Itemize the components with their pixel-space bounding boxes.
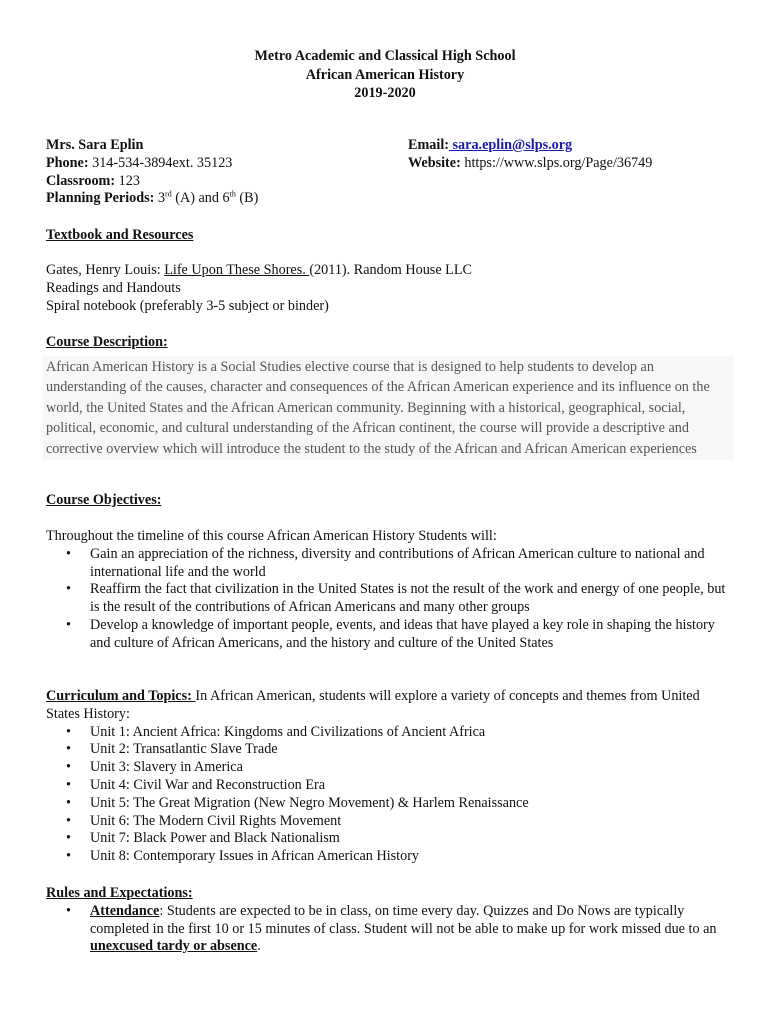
- attendance-end: .: [257, 938, 261, 955]
- attendance-text: : Students are expected to be in class, on time every day. Quizzes and Do Nows are typically completed in the first 10 or 15 minutes of class. Student will not be able to make up for work missed due to an: [90, 902, 717, 937]
- planning-period-1-rest: (A) and 6: [171, 190, 230, 207]
- description-heading: Course Description:: [46, 334, 168, 350]
- rules-list: [46, 903, 736, 956]
- teacher-name: Mrs. Sara Eplin: [46, 137, 144, 153]
- objectives-intro: Throughout the timeline of this course African American History Students will:: [46, 528, 497, 544]
- teacher-online-contact: [408, 137, 652, 173]
- website-label: Website:: [408, 154, 461, 171]
- description-section: [46, 334, 736, 352]
- attendance-emphasis: unexcused tardy or absence: [90, 938, 258, 955]
- description-text: African American History is a Social Studies elective course that is designed to help students to develop an understanding of the causes, character and consequences of the African American experience and its influence on the world, the United States and the African American community. Beginning with a historical, geographical, social, political, economic, and cultural understanding of the African continent, the course will provide a descriptive and corrective overview which will introduce the student to the study of the African and African American experiences: [43, 356, 733, 460]
- planning-line: [46, 190, 258, 208]
- textbook-list: [46, 262, 736, 315]
- planning-sup-2: th: [229, 189, 236, 199]
- email-link[interactable]: sara.eplin@slps.org: [448, 137, 573, 153]
- list-item: • Unit 3: Slavery in America: [90, 759, 736, 777]
- rules-heading: Rules and Expectations:: [46, 885, 193, 901]
- curriculum-intro-line: [46, 688, 736, 724]
- list-item: • Develop a knowledge of important people, events, and ideas that have played a key role in shaping the history and culture of African Americans, and the history and culture of the United States: [90, 617, 736, 653]
- textbook-heading: Textbook and Resources: [46, 227, 194, 243]
- textbook-publisher: (2011). Random House LLC: [309, 262, 472, 278]
- list-item: • Unit 7: Black Power and Black Nationalism: [90, 830, 736, 848]
- curriculum-intro: In African American, students will explore a variety of concepts and themes from United States History:: [46, 688, 700, 722]
- teacher-contact: [46, 137, 258, 208]
- planning-label: Planning Periods:: [46, 190, 155, 207]
- list-item: • Unit 5: The Great Migration (New Negro Movement) & Harlem Renaissance: [90, 795, 736, 813]
- classroom-label: Classroom:: [46, 172, 116, 189]
- curriculum-section: [46, 688, 736, 866]
- textbook-section: [46, 227, 736, 245]
- objectives-section: [46, 492, 736, 510]
- list-item: • Unit 8: Contemporary Issues in African American History: [90, 848, 736, 866]
- document-header: [0, 47, 770, 103]
- textbook-title: Life Upon These Shores.: [164, 262, 310, 278]
- planning-period-1: 3: [154, 190, 166, 207]
- phone-value: 314-534-3894ext. 35123: [88, 154, 233, 171]
- planning-sup-1: rd: [165, 189, 172, 199]
- school-year: 2019-2020: [354, 85, 416, 101]
- objectives-body: [46, 528, 736, 653]
- classroom-line: [46, 173, 258, 191]
- list-item: • Unit 6: The Modern Civil Rights Movement: [90, 813, 736, 831]
- textbook-line-2: Readings and Handouts: [46, 279, 181, 296]
- textbook-line-3: Spiral notebook (preferably 3-5 subject or binder): [46, 297, 329, 314]
- list-item: • Unit 4: Civil War and Reconstruction Era: [90, 777, 736, 795]
- objectives-list: [46, 546, 736, 653]
- phone-label: Phone:: [46, 154, 89, 171]
- list-item: [90, 903, 736, 956]
- attendance-label: Attendance: [90, 902, 160, 919]
- textbook-author: Gates, Henry Louis:: [46, 262, 165, 278]
- email-line: [408, 137, 652, 155]
- school-name: Metro Academic and Classical High School: [254, 48, 516, 64]
- curriculum-heading: Curriculum and Topics:: [46, 688, 196, 704]
- list-item: • Unit 1: Ancient Africa: Kingdoms and Civilizations of Ancient Africa: [90, 724, 736, 742]
- objectives-heading: Course Objectives:: [46, 492, 162, 508]
- email-label: Email:: [408, 137, 449, 153]
- units-list: [46, 724, 736, 866]
- phone-line: [46, 155, 258, 173]
- classroom-value: 123: [115, 172, 140, 189]
- website-line: [408, 155, 652, 173]
- planning-period-2-rest: (B): [235, 190, 259, 207]
- list-item: • Unit 2: Transatlantic Slave Trade: [90, 741, 736, 759]
- textbook-line-1: [46, 262, 736, 280]
- website-value: https://www.slps.org/Page/36749: [460, 154, 653, 171]
- list-item: • Reaffirm the fact that civilization in the United States is not the result of the work and energy of one people, but is the result of the contributions of African Americans and many other groups: [90, 581, 736, 617]
- rules-section: [46, 885, 736, 956]
- list-item: • Gain an appreciation of the richness, diversity and contributions of African American culture to national and international life and the world: [90, 546, 736, 582]
- course-title: African American History: [305, 66, 465, 83]
